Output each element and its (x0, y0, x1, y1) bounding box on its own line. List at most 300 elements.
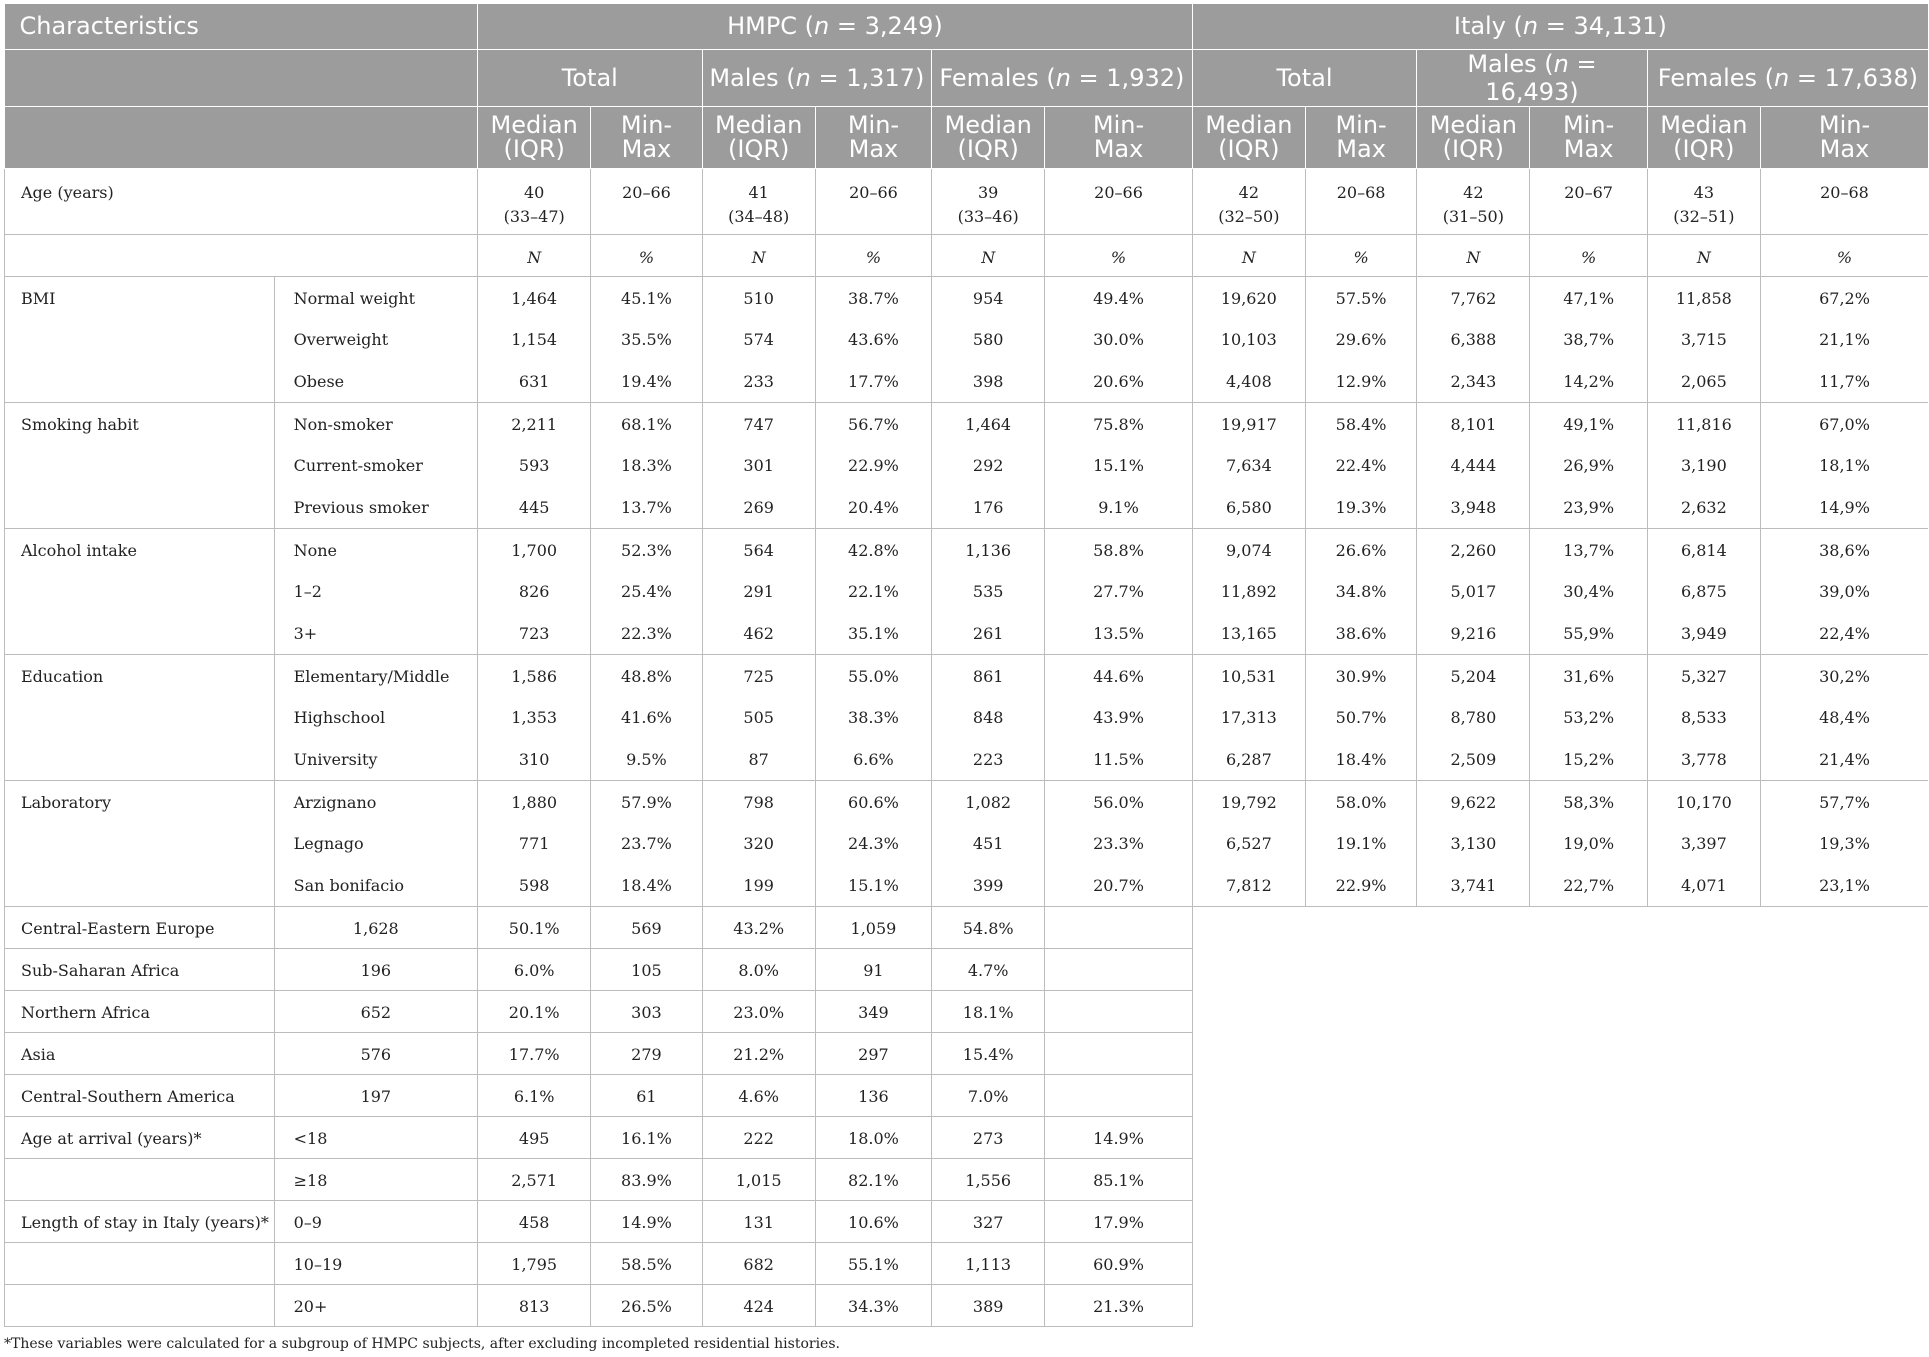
table-cell-empty (1647, 1200, 1760, 1242)
table-cell: 4,444 (1417, 444, 1530, 486)
min-max-header: Min- Max (1045, 106, 1192, 168)
table-cell-empty (1417, 1158, 1530, 1200)
row-label-empty (5, 234, 478, 276)
table-cell-empty (1305, 1074, 1416, 1116)
table-cell: 3,715 (1647, 318, 1760, 360)
table-cell: 26.6% (1305, 528, 1416, 570)
column-unit: N (1192, 234, 1305, 276)
median-iqr-header: Median (IQR) (478, 106, 591, 168)
table-cell: 26,9% (1530, 444, 1647, 486)
table-cell: 10.6% (815, 1200, 931, 1242)
table-cell: 12.9% (1305, 360, 1416, 402)
table-cell-empty (1530, 1242, 1647, 1284)
table-cell-empty (1647, 948, 1760, 990)
table-row (5, 738, 1929, 780)
table-cell-empty (1417, 906, 1530, 948)
table-cell-empty (1760, 1074, 1928, 1116)
table-cell: 3,190 (1647, 444, 1760, 486)
table-cell: 6,287 (1192, 738, 1305, 780)
table-row (5, 1074, 1929, 1116)
table-cell: 2,571 (478, 1158, 591, 1200)
table-cell-empty (1760, 1032, 1928, 1074)
table-cell: 48,4% (1819, 708, 1870, 727)
median-iqr-header: Median (IQR) (702, 106, 815, 168)
category-label: San bonifacio (274, 864, 477, 906)
table-cell: 7,762 (1417, 276, 1530, 318)
table-cell-empty (1192, 990, 1305, 1032)
table-cell: 1,700 (478, 528, 591, 570)
table-cell: 6,388 (1417, 318, 1530, 360)
category-label: Normal weight (274, 276, 477, 318)
table-cell-empty (1192, 1074, 1305, 1116)
table-cell-empty (1045, 906, 1192, 948)
table-cell: 54.8% (932, 906, 1045, 948)
table-cell: 297 (815, 1032, 931, 1074)
table-cell-empty (1192, 1158, 1305, 1200)
table-cell: 848 (932, 696, 1045, 738)
table-cell: 43.9% (1045, 696, 1192, 738)
subgroup-header: Females (n = 17,638) (1647, 49, 1928, 106)
table-cell: 42 (32–50) (1192, 168, 1305, 234)
column-unit: % (1760, 234, 1928, 276)
table-row (5, 864, 1929, 906)
region-label: Northern Africa (5, 990, 275, 1032)
table-cell: 10,103 (1192, 318, 1305, 360)
table-cell-empty (1192, 906, 1305, 948)
table-cell: 60.9% (1045, 1242, 1192, 1284)
table-cell: 310 (478, 738, 591, 780)
table-cell-empty (1760, 990, 1928, 1032)
table-cell: 18.0% (815, 1116, 931, 1158)
table-cell: 15.4% (932, 1032, 1045, 1074)
table-cell-empty (1647, 1032, 1760, 1074)
column-unit: % (1305, 234, 1416, 276)
table-cell: 19.1% (1305, 822, 1416, 864)
table-cell: 20.1% (478, 990, 591, 1032)
table-cell-empty (1192, 948, 1305, 990)
table-cell: 861 (932, 654, 1045, 696)
table-cell: 1,353 (478, 696, 591, 738)
table-cell-empty (1192, 1284, 1305, 1326)
table-cell: 43.6% (815, 318, 931, 360)
category-label: Highschool (274, 696, 477, 738)
table-row (5, 1032, 1929, 1074)
table-cell: 30.0% (1045, 318, 1192, 360)
table-cell: 18.4% (591, 864, 702, 906)
table-cell: 85.1% (1045, 1158, 1192, 1200)
table-cell: 11,858 (1647, 276, 1760, 318)
table-cell: 813 (478, 1284, 591, 1326)
table-cell: 6.6% (815, 738, 931, 780)
table-cell: 1,154 (478, 318, 591, 360)
table-cell-empty (1530, 1284, 1647, 1326)
table-cell: 20–68 (1760, 168, 1928, 234)
table-cell: 14,9% (1760, 486, 1928, 528)
table-cell: 58,3% (1530, 780, 1647, 822)
table-cell: 20.4% (815, 486, 931, 528)
table-cell-empty (1045, 990, 1192, 1032)
category-label: Legnago (274, 822, 477, 864)
table-cell: 5,327 (1647, 654, 1760, 696)
table-cell-empty (1647, 1242, 1760, 1284)
table-cell-empty (1305, 1116, 1416, 1158)
table-cell-empty (1305, 1158, 1416, 1200)
table-cell: 23.3% (1045, 822, 1192, 864)
table-cell-empty (1417, 1200, 1530, 1242)
table-cell: 3,949 (1647, 612, 1760, 654)
table-cell: 7,634 (1192, 444, 1305, 486)
subgroup-header: Males (n = 1,317) (702, 49, 932, 106)
table-cell: 19,917 (1192, 402, 1305, 444)
table-cell: 3,948 (1417, 486, 1530, 528)
table-cell: 505 (702, 696, 815, 738)
table-cell: 48.8% (591, 654, 702, 696)
table-cell: 576 (274, 1032, 477, 1074)
table-cell: 58.0% (1305, 780, 1416, 822)
table-cell: 327 (932, 1200, 1045, 1242)
table-cell: 6.1% (478, 1074, 591, 1116)
table-cell: 75.8% (1045, 402, 1192, 444)
table-cell: 1,082 (932, 780, 1045, 822)
table-cell: 20.7% (1045, 864, 1192, 906)
table-cell: 61 (591, 1074, 702, 1116)
table-cell: 11.5% (1045, 738, 1192, 780)
table-cell: 9,074 (1192, 528, 1305, 570)
group-label: Length of stay in Italy (years)* (5, 1200, 275, 1242)
table-cell: 8.0% (702, 948, 815, 990)
table-row (5, 990, 1929, 1032)
footnote: *These variables were calculated for a subgroup of HMPC subjects, after excluding incompleted residential histories. (4, 1336, 840, 1352)
table-cell: 17.7% (478, 1032, 591, 1074)
table-cell: 771 (478, 822, 591, 864)
table-row (5, 612, 1929, 654)
table-cell: 55,9% (1530, 612, 1647, 654)
table-row (5, 822, 1929, 864)
table-cell: 9.1% (1045, 486, 1192, 528)
table-cell: 564 (702, 528, 815, 570)
category-label: University (274, 738, 477, 780)
table-cell: 22.9% (815, 444, 931, 486)
table-cell: 23.0% (702, 990, 815, 1032)
table-cell: 20.6% (1045, 360, 1192, 402)
column-unit: N (478, 234, 591, 276)
min-max-header: Min- Max (1530, 106, 1647, 168)
table-cell: 8,101 (1417, 402, 1530, 444)
table-cell: 21.2% (702, 1032, 815, 1074)
table-cell: 7,812 (1192, 864, 1305, 906)
group-label: Education (5, 654, 275, 780)
table-cell: 17,313 (1192, 696, 1305, 738)
table-cell: 20–66 (815, 168, 931, 234)
table-cell: 5,017 (1417, 570, 1530, 612)
table-cell: 31,6% (1530, 654, 1647, 696)
category-label: None (274, 528, 477, 570)
table-cell: 826 (478, 570, 591, 612)
min-max-header: Min- Max (591, 106, 702, 168)
table-cell: 10,170 (1647, 780, 1760, 822)
table-cell: 723 (478, 612, 591, 654)
table-cell: 3,741 (1417, 864, 1530, 906)
table-cell: 176 (932, 486, 1045, 528)
group-header-hmpc: HMPC (n = 3,249) (478, 4, 1193, 49)
table-row (5, 780, 1929, 822)
table-cell-empty (1045, 1032, 1192, 1074)
row-label: Age (years) (5, 168, 478, 234)
category-label: Overweight (274, 318, 477, 360)
category-label: Current-smoker (274, 444, 477, 486)
table-cell: 22.3% (591, 612, 702, 654)
table-cell: 49,1% (1530, 402, 1647, 444)
table-cell: 9,622 (1417, 780, 1530, 822)
table-cell: 68.1% (591, 402, 702, 444)
table-cell: 535 (932, 570, 1045, 612)
table-cell: 55.1% (815, 1242, 931, 1284)
table-cell: 10,531 (1192, 654, 1305, 696)
table-cell-empty (1530, 1032, 1647, 1074)
table-cell: 58.5% (591, 1242, 702, 1284)
column-unit: % (1045, 234, 1192, 276)
column-unit: % (1530, 234, 1647, 276)
table-cell-empty (1530, 1074, 1647, 1116)
table-cell: 1,113 (932, 1242, 1045, 1284)
table-cell: 56.0% (1045, 780, 1192, 822)
table-cell: 50.1% (478, 906, 591, 948)
subgroup-header: Males (n = 16,493) (1417, 49, 1648, 106)
group-label: Alcohol intake (5, 528, 275, 654)
table-cell: 38.7% (815, 276, 931, 318)
column-unit: N (1647, 234, 1760, 276)
category-label: 10–19 (274, 1242, 477, 1284)
table-cell: 23.7% (591, 822, 702, 864)
table-cell: 261 (932, 612, 1045, 654)
median-iqr-header: Median (IQR) (1647, 106, 1760, 168)
table-row (5, 528, 1929, 570)
table-cell-empty (1417, 1074, 1530, 1116)
table-cell: 22,7% (1530, 864, 1647, 906)
table-row (5, 444, 1929, 486)
table-cell-empty (1760, 948, 1928, 990)
table-cell: 34.3% (815, 1284, 931, 1326)
table-cell: 23,9% (1530, 486, 1647, 528)
table-cell: 4,071 (1647, 864, 1760, 906)
table-cell-empty (1417, 948, 1530, 990)
table-cell: 38.3% (815, 696, 931, 738)
table-cell-empty (1305, 1032, 1416, 1074)
table-cell: 682 (702, 1242, 815, 1284)
table-cell: 303 (591, 990, 702, 1032)
table-row (5, 276, 1929, 318)
table-cell: 18.3% (591, 444, 702, 486)
region-label: Central-Eastern Europe (5, 906, 275, 948)
table-cell: 593 (478, 444, 591, 486)
table-cell: 41.6% (591, 696, 702, 738)
column-unit: % (591, 234, 702, 276)
column-unit: % (815, 234, 931, 276)
table-cell: 451 (932, 822, 1045, 864)
table-cell: 19,3% (1819, 834, 1870, 853)
table-cell: 495 (478, 1116, 591, 1158)
table-cell-empty (1305, 990, 1416, 1032)
table-row (5, 234, 1929, 276)
table-cell-empty (1305, 948, 1416, 990)
table-cell: 2,509 (1417, 738, 1530, 780)
min-max-header: Min- Max (1305, 106, 1416, 168)
table-row (5, 654, 1929, 696)
table-cell: 21,4% (1760, 738, 1928, 780)
category-label: <18 (274, 1116, 477, 1158)
table-cell: 1,628 (274, 906, 477, 948)
table-cell: 38.6% (1305, 612, 1416, 654)
table-cell-empty (1760, 1284, 1928, 1326)
table-cell-empty (1647, 1284, 1760, 1326)
table-cell-empty (1192, 1242, 1305, 1284)
subgroup-header: Females (n = 1,932) (932, 49, 1193, 106)
table-cell: 462 (702, 612, 815, 654)
table-cell: 4.7% (932, 948, 1045, 990)
table-cell: 20–68 (1305, 168, 1416, 234)
table-cell: 954 (932, 276, 1045, 318)
table-cell: 35.1% (815, 612, 931, 654)
table-cell-empty (1417, 1032, 1530, 1074)
category-label: 0–9 (274, 1200, 477, 1242)
table-cell: 8,533 (1647, 696, 1760, 738)
table-cell: 38,6% (1819, 540, 1870, 560)
table-cell: 3,397 (1647, 822, 1760, 864)
table-cell: 18.1% (932, 990, 1045, 1032)
table-cell: 21.3% (1045, 1284, 1192, 1326)
table-cell: 22,4% (1760, 612, 1928, 654)
table-cell: 47,1% (1530, 276, 1647, 318)
table-cell: 55.0% (815, 654, 931, 696)
table-row (5, 486, 1929, 528)
table-cell: 39 (33–46) (932, 168, 1045, 234)
category-label: Previous smoker (274, 486, 477, 528)
table-cell-empty (1417, 990, 1530, 1032)
table-cell: 17.9% (1045, 1200, 1192, 1242)
table-cell: 26.5% (591, 1284, 702, 1326)
group-label: Laboratory (5, 780, 275, 906)
table-cell: 1,795 (478, 1242, 591, 1284)
table-row (5, 696, 1929, 738)
table-cell: 445 (478, 486, 591, 528)
table-cell-empty (1647, 1074, 1760, 1116)
table-cell: 43.2% (702, 906, 815, 948)
table-row (5, 570, 1929, 612)
table-cell: 13,7% (1530, 528, 1647, 570)
table-cell-empty (1045, 948, 1192, 990)
column-unit: N (702, 234, 815, 276)
table-cell: 58.4% (1305, 402, 1416, 444)
table-cell: 1,556 (932, 1158, 1045, 1200)
group-label: Smoking habit (5, 402, 275, 528)
table-cell: 9.5% (591, 738, 702, 780)
min-max-header: Min- Max (1760, 106, 1928, 168)
table-cell-empty (1305, 1242, 1416, 1284)
table-cell: 273 (932, 1116, 1045, 1158)
table-cell: 22.9% (1305, 864, 1416, 906)
table-cell: 15.1% (1045, 444, 1192, 486)
group-label: BMI (5, 276, 275, 402)
table-cell: 29.6% (1305, 318, 1416, 360)
table-cell: 60.6% (815, 780, 931, 822)
table-row (5, 1158, 1929, 1200)
table-cell: 1,586 (478, 654, 591, 696)
table-cell: 223 (932, 738, 1045, 780)
table-cell-empty (1760, 906, 1928, 948)
table-cell: 43 (32–51) (1647, 168, 1760, 234)
table-cell: 30.9% (1305, 654, 1416, 696)
table-container (4, 4, 1928, 1327)
category-label: Obese (274, 360, 477, 402)
table-cell: 19.3% (1305, 486, 1416, 528)
subgroup-header: Total (478, 49, 703, 106)
table-row (5, 1284, 1929, 1326)
table-cell: 18,1% (1819, 456, 1870, 475)
table-cell: 67,2% (1819, 288, 1870, 308)
table-cell-empty (1530, 906, 1647, 948)
min-max-header: Min- Max (815, 106, 931, 168)
table-cell: 1,059 (815, 906, 931, 948)
table-cell: 14.9% (1045, 1116, 1192, 1158)
table-row (5, 1242, 1929, 1284)
table-cell-empty (1305, 1284, 1416, 1326)
table-cell: 269 (702, 486, 815, 528)
group-label-empty (5, 1158, 275, 1200)
table-cell: 1,880 (478, 780, 591, 822)
table-cell: 798 (702, 780, 815, 822)
header-spacer (5, 106, 478, 168)
table-cell: 1,464 (932, 402, 1045, 444)
table-cell: 9,216 (1417, 612, 1530, 654)
table-cell: 2,343 (1417, 360, 1530, 402)
table-cell: 199 (702, 864, 815, 906)
table-cell: 196 (274, 948, 477, 990)
table-cell: 53,2% (1530, 696, 1647, 738)
table-cell: 136 (815, 1074, 931, 1116)
table-cell: 16.1% (591, 1116, 702, 1158)
table-cell: 17.7% (815, 360, 931, 402)
table-cell: 20–66 (591, 168, 702, 234)
table-cell: 27.7% (1045, 570, 1192, 612)
table-cell: 510 (702, 276, 815, 318)
table-cell: 6,814 (1647, 528, 1760, 570)
table-cell: 57,7% (1819, 792, 1870, 812)
table-cell: 291 (702, 570, 815, 612)
table-cell: 83.9% (591, 1158, 702, 1200)
table-cell: 2,065 (1647, 360, 1760, 402)
category-label: Non-smoker (274, 402, 477, 444)
table-cell: 14.9% (591, 1200, 702, 1242)
table-cell: 42.8% (815, 528, 931, 570)
table-row (5, 906, 1929, 948)
table-cell: 349 (815, 990, 931, 1032)
table-cell-empty (1417, 1242, 1530, 1284)
table-cell-empty (1305, 1200, 1416, 1242)
table-cell-empty (1647, 990, 1760, 1032)
table-cell: 6,875 (1647, 570, 1760, 612)
table-cell-empty (1192, 1032, 1305, 1074)
median-iqr-header: Median (IQR) (932, 106, 1045, 168)
table-cell-empty (1760, 1200, 1928, 1242)
region-label: Central-Southern America (5, 1074, 275, 1116)
table-cell: 30,4% (1530, 570, 1647, 612)
header-spacer (5, 49, 478, 106)
table-cell: 1,136 (932, 528, 1045, 570)
table-cell-empty (1530, 948, 1647, 990)
table-cell: 52.3% (591, 528, 702, 570)
table-cell: 49.4% (1045, 276, 1192, 318)
table-cell: 22.1% (815, 570, 931, 612)
